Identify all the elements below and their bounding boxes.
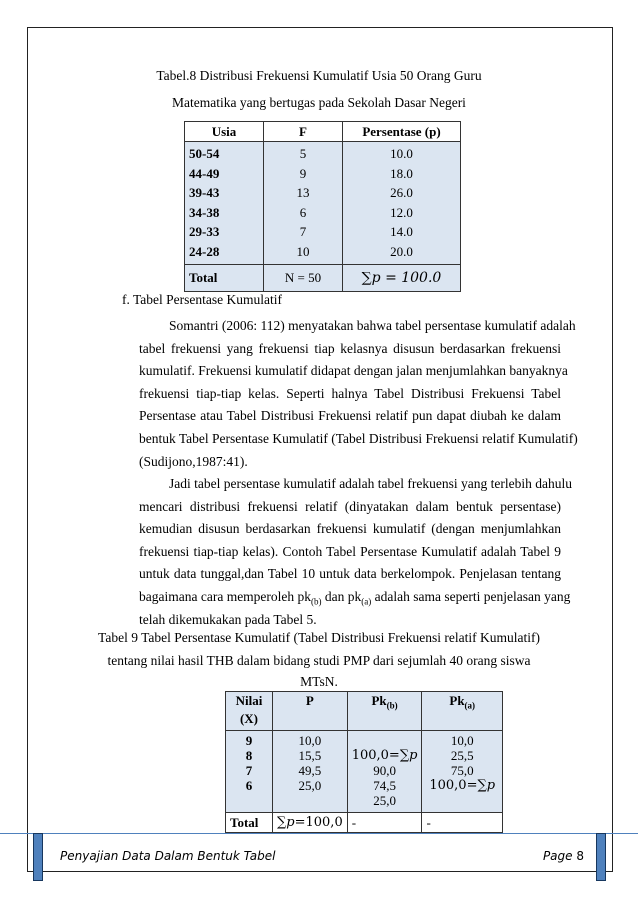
table-cell	[352, 733, 418, 748]
table9-header-nilai	[226, 692, 273, 731]
table-cell: 25,5	[450, 748, 474, 763]
text-fragment: adalah sama seperti penjelasan yang	[371, 588, 571, 604]
subscript: (b)	[386, 700, 398, 711]
table-cell: 18.0	[390, 165, 413, 181]
table-cell: 49,5	[298, 763, 322, 778]
table-cell: 26.0	[390, 185, 413, 201]
table-cell: 39-43	[189, 185, 220, 201]
page-number: 8	[576, 849, 584, 863]
paragraph-line: Jadi tabel persentase kumulatif adalah tabel frekuensi yang terlebih dahulu	[169, 476, 572, 491]
table9-total-label: Total	[226, 813, 273, 833]
table8-total-label: Total	[185, 264, 264, 291]
table-cell: 10,0	[450, 733, 474, 748]
paragraph-line-pk	[139, 586, 571, 609]
table9-total-row	[226, 813, 503, 833]
table8-f-cell	[264, 142, 343, 265]
table-cell: 25,0	[373, 793, 396, 808]
table9-caption-line1: Tabel 9 Tabel Persentase Kumulatif (Tabel Distribusi Frekuensi relatif Kumulatif)	[98, 630, 540, 645]
footer-page	[543, 849, 584, 863]
table8-header-persentase: Persentase (p)	[343, 122, 461, 142]
table9-pkb-cell	[347, 731, 422, 813]
table8-header-row	[185, 122, 461, 142]
table8-total-p: ∑𝑝 = 100.0	[343, 264, 461, 291]
table-cell: 75,0	[450, 763, 474, 778]
table9-header-row	[226, 692, 503, 731]
paragraph-line: mencari distribusi frekuensi relatif (dinyatakan dalam bentuk persentase)	[139, 498, 561, 514]
table8-body-row	[185, 142, 461, 265]
paragraph-line: bentuk Tabel Persentase Kumulatif (Tabel Distribusi Frekuensi relatif Kumulatif)	[139, 430, 578, 446]
subscript: (a)	[361, 596, 372, 607]
table9-pka-cell	[422, 731, 503, 813]
table-cell: 6	[245, 778, 253, 793]
subscript: (b)	[311, 596, 322, 607]
table-cell: 44-49	[189, 165, 220, 181]
header-text: Pk	[449, 693, 465, 708]
table-cell: 8	[245, 748, 253, 763]
table8-header-f: F	[264, 122, 343, 142]
table9-caption-line2: tentang nilai hasil THB dalam bidang studi PMP dari sejumlah 40 orang siswa	[107, 653, 531, 668]
table9-total-pka: -	[422, 813, 503, 833]
table-cell: 90,0	[373, 763, 396, 778]
table-cell: 100,0=∑𝑝	[351, 748, 418, 763]
table-cell: 74,5	[373, 778, 396, 793]
table9-nilai-cell	[226, 731, 273, 813]
table8-header-usia: Usia	[185, 122, 264, 142]
table9-body-row	[226, 731, 503, 813]
paragraph-line: untuk data tunggal,dan Tabel 10 untuk data berkelompok. Penjelasan tentang	[139, 566, 561, 582]
table-cell: 50-54	[189, 146, 220, 161]
footer-right-bar	[596, 833, 606, 881]
text-fragment: bagaimana cara memperoleh pk	[139, 588, 312, 604]
table8-total-row	[185, 264, 461, 291]
table9-caption-line3: MTsN.	[300, 674, 338, 689]
table9-total-pkb: -	[347, 813, 422, 833]
table-cell: 7	[245, 763, 253, 778]
table8-persen-cell	[343, 142, 461, 265]
header-text: Nilai	[235, 693, 263, 708]
table-cell: 9	[299, 165, 307, 181]
paragraph-line: Somantri (2006: 112) menyatakan bahwa tabel persentase kumulatif adalah	[169, 318, 576, 333]
page-label: Page	[542, 849, 573, 863]
table8-total-f: N = 50	[264, 264, 343, 291]
table-cell: 100,0=∑𝑝	[429, 778, 496, 793]
subscript: (a)	[464, 700, 476, 711]
table-cell: 13	[296, 185, 310, 201]
table-cell: 25,0	[298, 778, 322, 793]
table8	[184, 121, 461, 292]
paragraph-line: frekuensi tiap-tiap kelas. Seperti halnya Tabel Distribusi Frekuensi Tabel	[139, 385, 561, 401]
paragraph-1	[139, 315, 578, 473]
paragraph-line: tabel frekuensi yang frekuensi tiap kelasnya disusun berdasarkan frekuensi	[139, 340, 561, 356]
table9-header-pka	[422, 692, 503, 731]
table-cell: 34-38	[189, 204, 220, 220]
table-cell: 12.0	[390, 204, 413, 220]
table9	[225, 691, 503, 833]
paragraph-2	[139, 473, 572, 631]
footer-title: Penyajian Data Dalam Bentuk Tabel	[60, 849, 276, 863]
paragraph-line: kemudian disusun berdasarkan frekuensi kumulatif (dengan menjumlahkan	[139, 521, 561, 537]
header-text: Pk	[371, 693, 387, 708]
table-cell: 10,0	[298, 733, 322, 748]
table-cell: 20.0	[390, 243, 413, 259]
table-cell: 29-33	[189, 224, 220, 240]
header-text: (X)	[239, 711, 259, 726]
table-cell: 10.0	[390, 146, 413, 161]
table-cell: 14.0	[390, 224, 413, 240]
table-cell: 9	[245, 733, 253, 748]
table8-usia-cell	[185, 142, 264, 265]
table-cell: 5	[299, 146, 307, 161]
table-cell: 7	[299, 224, 307, 240]
table-cell: 15,5	[298, 748, 322, 763]
table9-header-pkb	[347, 692, 422, 731]
table-cell: 24-28	[189, 243, 220, 259]
footer-rule	[0, 833, 638, 834]
table-cell: 6	[299, 204, 307, 220]
paragraph-line: Persentase atau Tabel Distribusi Frekuensi relatif pun dapat diubah ke dalam	[139, 408, 561, 424]
text-fragment: dan pk	[321, 588, 362, 604]
table9-p-cell	[273, 731, 348, 813]
table8-caption-line2: Matematika yang bertugas pada Sekolah Dasar Negeri	[172, 95, 466, 110]
footer-left-bar	[33, 833, 43, 881]
table9-total-p: ∑𝑝=100,0	[273, 813, 348, 833]
paragraph-line: telah dikemukakan pada Tabel 5.	[139, 611, 317, 627]
paragraph-line: (Sudijono,1987:41).	[139, 453, 248, 469]
paragraph-line: frekuensi tiap-tiap kelas). Contoh Tabel Persentase Kumulatif adalah Tabel 9	[139, 543, 561, 559]
section-heading: f. Tabel Persentase Kumulatif	[122, 292, 283, 307]
table-cell: 10	[296, 243, 310, 259]
paragraph-line: kumulatif. Frekuensi kumulatif didapat dengan jalan menjumlahkan banyaknya	[139, 363, 568, 379]
table9-header-p: P	[273, 692, 348, 731]
table8-caption-line1: Tabel.8 Distribusi Frekuensi Kumulatif Usia 50 Orang Guru	[156, 68, 482, 83]
